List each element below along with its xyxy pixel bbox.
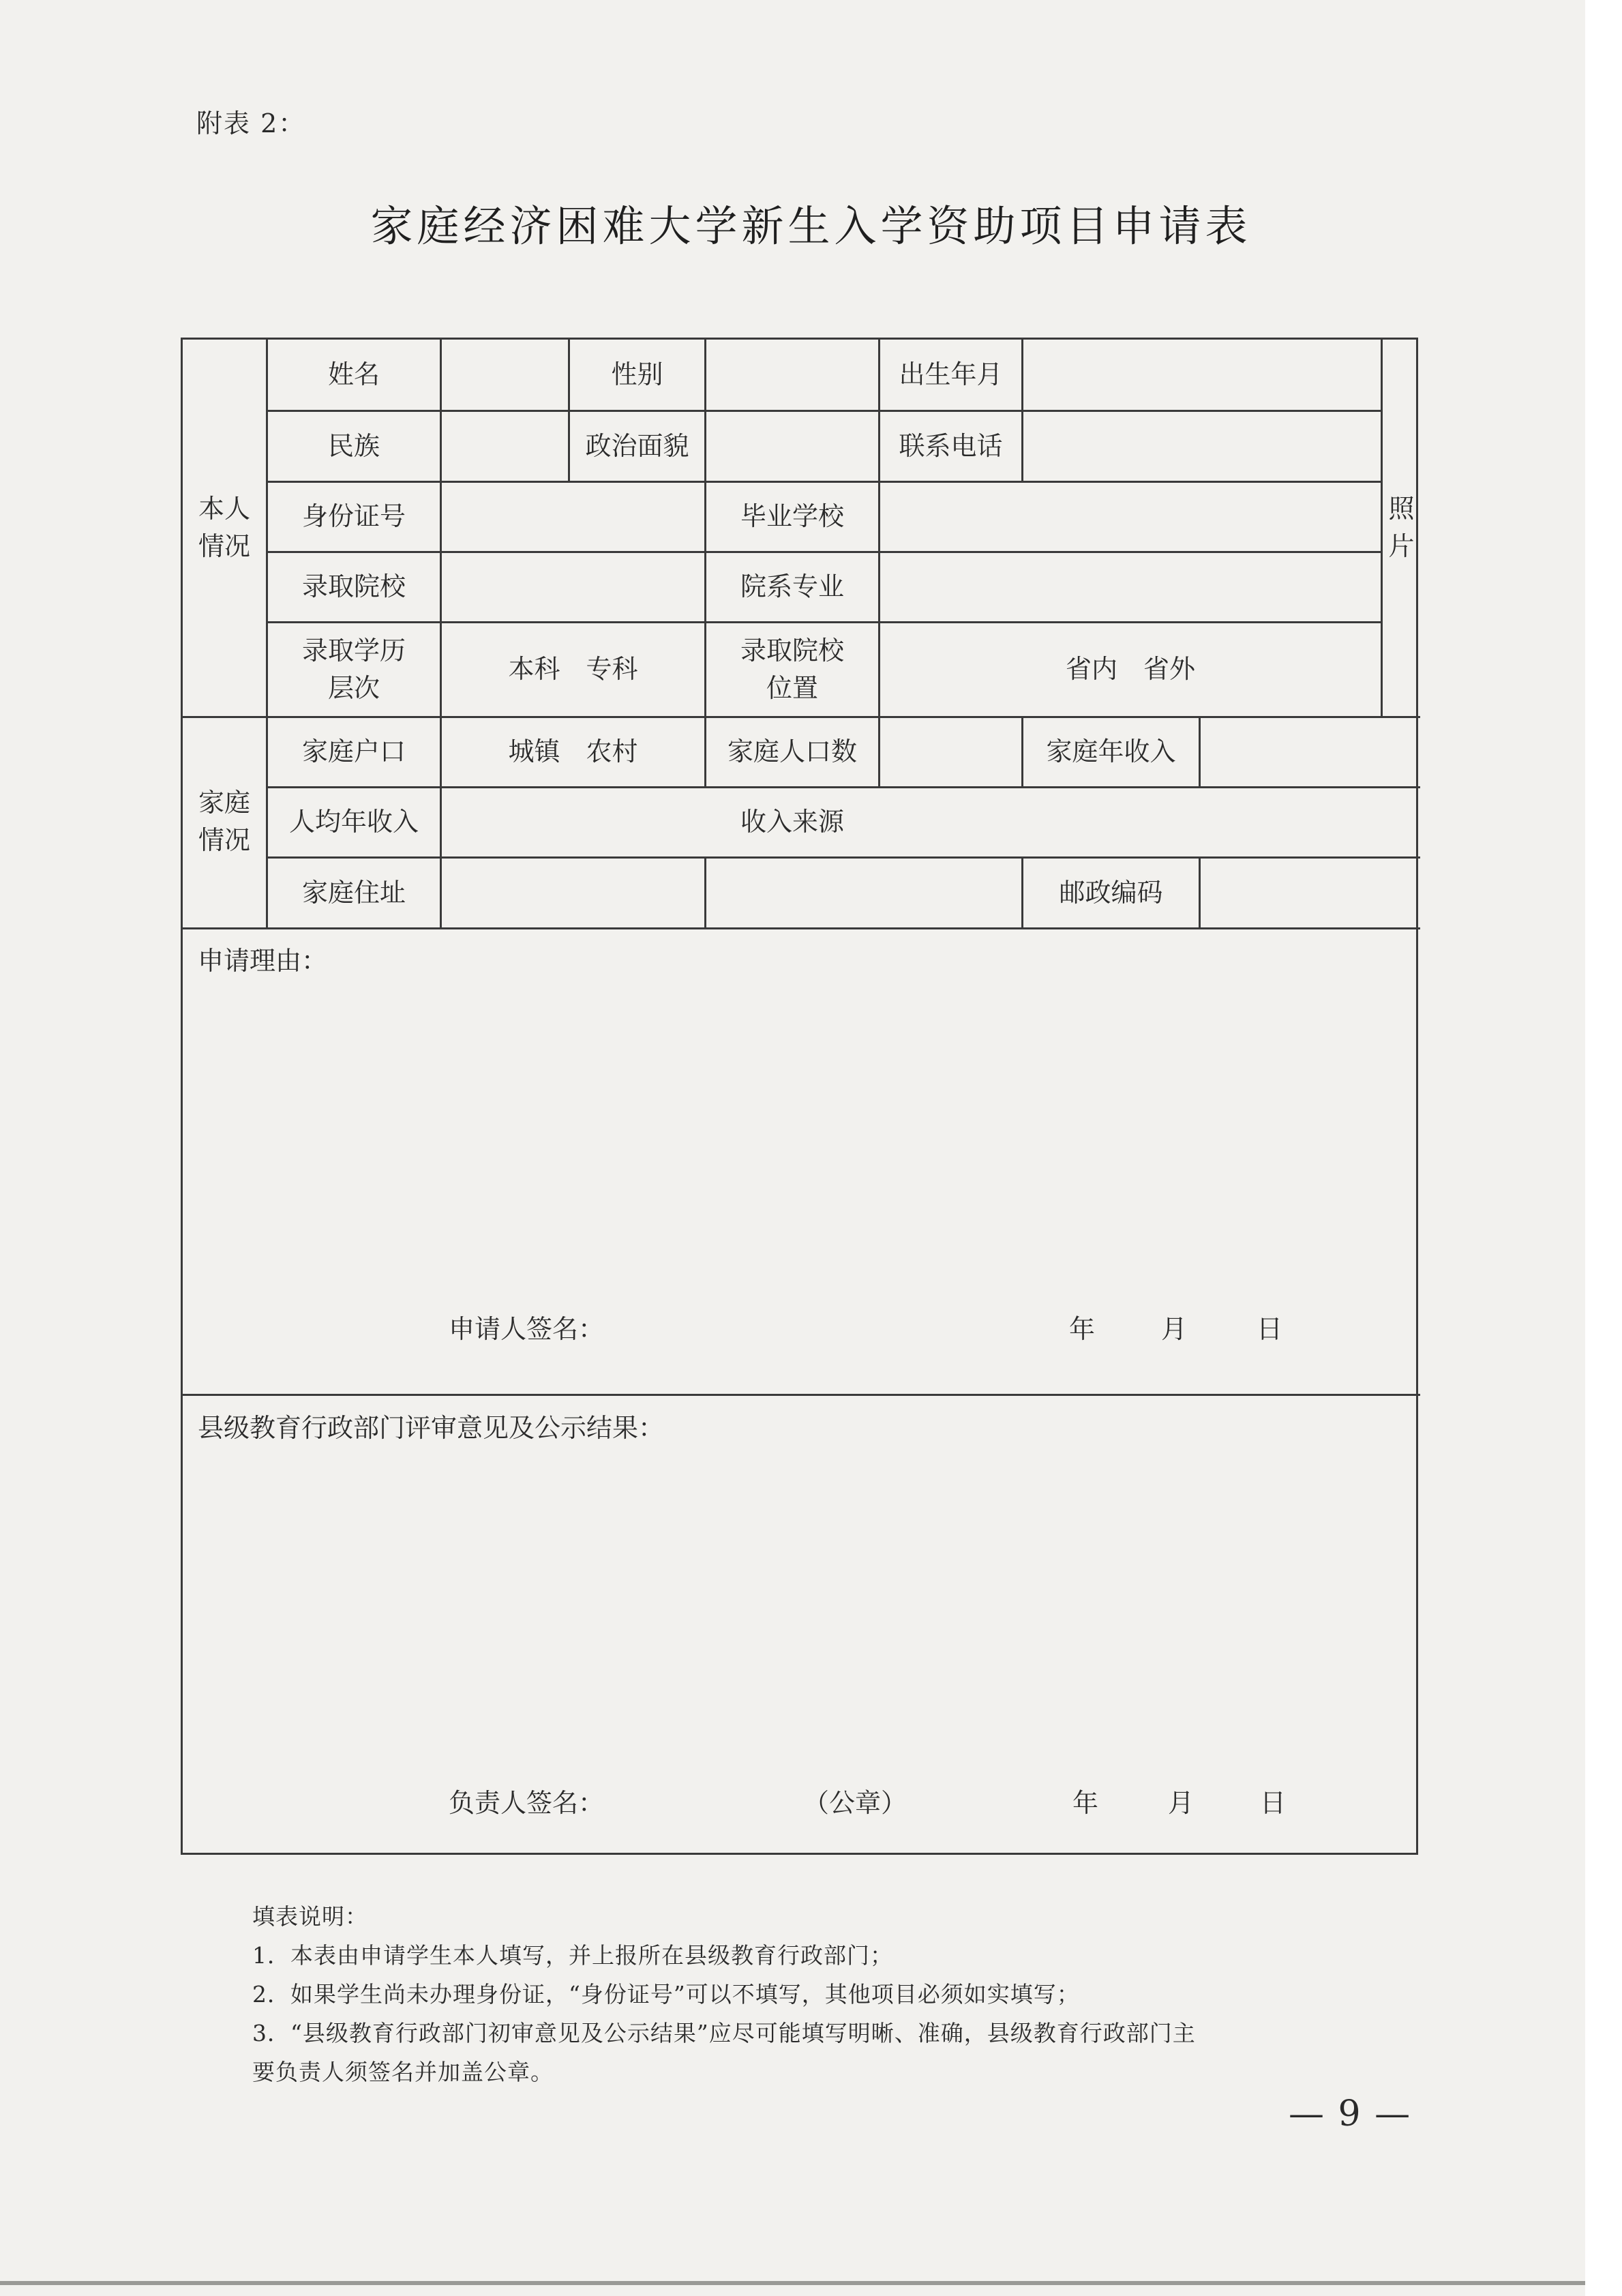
note-item: 3．“县级教育行政部门初审意见及公示结果”应尽可能填写明晰、准确，县级教育行政部门主	[252, 2020, 1196, 2046]
applicant-signature-label: 申请人签名：	[449, 1314, 605, 1344]
reason-label: 申请理由：	[198, 946, 328, 976]
department-label: 院系专业	[740, 571, 844, 602]
name-label: 姓名	[327, 359, 380, 389]
note-item: 要负责人须签名并加盖公章。	[252, 2059, 554, 2085]
reason-year: 年	[1069, 1314, 1096, 1344]
income-source-field[interactable]	[880, 788, 1420, 856]
notes-heading: 填表说明：	[252, 1903, 368, 1930]
reason-day: 日	[1257, 1314, 1283, 1344]
id-label: 身份证号	[301, 501, 406, 532]
review-day: 日	[1260, 1788, 1287, 1818]
id-field[interactable]	[442, 483, 704, 551]
postcode-field[interactable]	[1201, 859, 1420, 927]
review-year: 年	[1072, 1788, 1099, 1818]
per-capita-field[interactable]	[442, 788, 704, 856]
page-number: — 9 —	[1289, 2093, 1412, 2134]
address-label: 家庭住址	[301, 877, 406, 908]
annex-label: 附表 2：	[196, 108, 306, 138]
graduate-school-label: 毕业学校	[740, 501, 844, 532]
political-field[interactable]	[706, 412, 878, 481]
personal-section-label: 本人 情况	[198, 493, 250, 561]
population-field[interactable]	[880, 718, 1021, 786]
scan-edge	[0, 2281, 1622, 2285]
application-form	[181, 338, 1418, 1855]
birth-field[interactable]	[1023, 340, 1381, 410]
household-options[interactable]: 城镇 农村	[508, 736, 638, 767]
department-field[interactable]	[880, 553, 1381, 621]
per-capita-label: 人均年收入	[288, 807, 419, 837]
income-source-label: 收入来源	[740, 807, 844, 837]
reason-month: 月	[1161, 1314, 1188, 1344]
ethnicity-label: 民族	[327, 430, 380, 461]
annual-income-field[interactable]	[1201, 718, 1420, 786]
page-title: 家庭经济困难大学新生入学资助项目申请表	[370, 201, 1252, 251]
note-item: 1．本表由申请学生本人填写，并上报所在县级教育行政部门；	[252, 1942, 893, 1969]
location-options[interactable]: 省内 省外	[1065, 654, 1195, 685]
gender-field[interactable]	[706, 340, 878, 410]
postcode-label: 邮政编码	[1059, 877, 1163, 908]
graduate-school-field[interactable]	[880, 483, 1381, 551]
officer-signature-label: 负责人签名：	[449, 1788, 605, 1818]
household-label: 家庭户口	[301, 736, 406, 767]
family-section-label: 家庭 情况	[198, 787, 250, 855]
phone-label: 联系电话	[899, 430, 1003, 461]
note-item: 2．如果学生尚未办理身份证，“身份证号”可以不填写，其他项目必须如实填写；	[252, 1981, 1080, 2008]
ethnicity-field[interactable]	[442, 412, 568, 481]
admitted-school-field[interactable]	[442, 553, 704, 621]
name-field[interactable]	[442, 340, 568, 410]
political-label: 政治面貌	[585, 430, 689, 461]
review-label: 县级教育行政部门评审意见及公示结果：	[198, 1413, 665, 1443]
address-field[interactable]	[442, 859, 1021, 927]
photo-label: 照片	[1388, 493, 1415, 561]
degree-options[interactable]: 本科 专科	[508, 654, 638, 685]
phone-field[interactable]	[1023, 412, 1381, 481]
gender-label: 性别	[611, 359, 663, 389]
school-location-label: 录取院校 位置	[740, 635, 844, 703]
population-label: 家庭人口数	[727, 736, 857, 767]
scan-margin	[1585, 0, 1622, 2296]
seal-label: （公章）	[803, 1788, 907, 1818]
annual-income-label: 家庭年收入	[1046, 736, 1176, 767]
birth-label: 出生年月	[899, 359, 1003, 389]
degree-level-label: 录取学历 层次	[301, 635, 406, 703]
review-month: 月	[1168, 1788, 1195, 1818]
admitted-school-label: 录取院校	[301, 571, 406, 602]
